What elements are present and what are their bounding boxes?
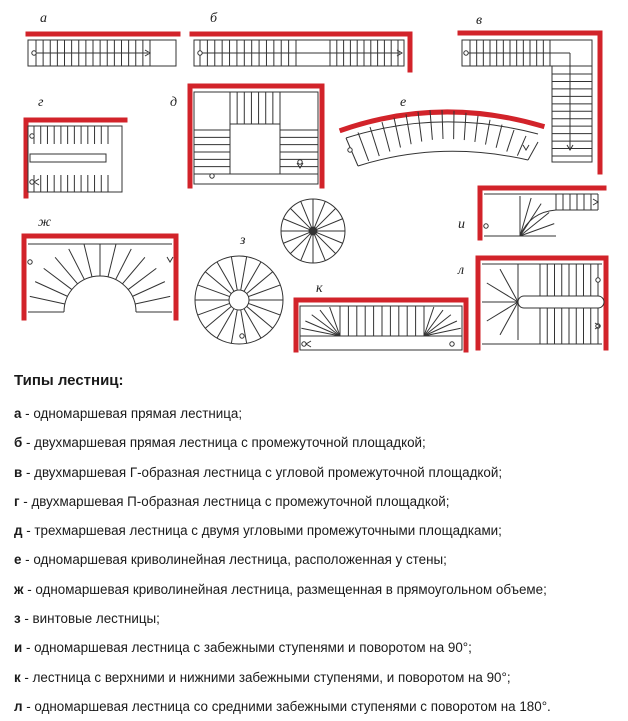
legend-item-key: е xyxy=(14,552,21,567)
start-dot xyxy=(198,51,202,55)
stair-line xyxy=(464,113,466,140)
label-zh: ж xyxy=(38,215,51,230)
label-l: л xyxy=(457,263,464,278)
label-a: а xyxy=(40,11,47,26)
stair-line xyxy=(520,212,549,236)
legend-item-text: - двухмаршевая П-образная лестница с промежуточной площадкой; xyxy=(20,494,450,509)
legend-item-key: а xyxy=(14,406,21,421)
legend-item-text: - трехмаршевая лестница с двумя угловыми промежуточными площадками; xyxy=(23,523,502,538)
start-dot xyxy=(298,160,302,164)
stair-line xyxy=(507,130,514,152)
label-v: в xyxy=(476,13,482,28)
arrow xyxy=(523,145,529,150)
stair-line xyxy=(358,132,369,161)
stair-line xyxy=(370,127,379,156)
legend-item-text: - одномаршевая криволинейная лестница, размещенная в прямоугольном объеме; xyxy=(24,582,547,597)
start-dot xyxy=(210,174,214,178)
stair-path xyxy=(484,210,598,236)
stair-line xyxy=(406,114,411,144)
stair-line xyxy=(247,306,273,328)
label-z: з xyxy=(239,233,246,248)
legend-item xyxy=(14,545,624,574)
arrow xyxy=(593,199,598,205)
legend-item-key: д xyxy=(14,523,23,538)
stair-outline xyxy=(300,306,462,350)
legend-item xyxy=(14,575,624,604)
stair-line xyxy=(205,306,231,328)
stair-line xyxy=(116,249,132,280)
start-dot xyxy=(240,334,244,338)
legend-item xyxy=(14,428,624,457)
stair-line xyxy=(205,272,231,294)
stair-line xyxy=(69,249,85,280)
stair-line xyxy=(486,120,491,145)
start-dot xyxy=(450,342,454,346)
legend-item-text: - двухмаршевая Г-образная лестница с угловой промежуточной площадкой; xyxy=(22,465,502,480)
stair-line xyxy=(244,309,261,338)
arrow xyxy=(306,341,311,347)
legend-item-key: г xyxy=(14,494,20,509)
legend xyxy=(14,372,624,721)
legend-item-key: к xyxy=(14,670,21,685)
stair-line xyxy=(30,296,65,304)
arrow xyxy=(34,179,39,185)
stair-line xyxy=(231,257,237,290)
legend-items xyxy=(14,399,624,721)
stair-line xyxy=(231,310,237,343)
start-dot xyxy=(464,51,468,55)
stair-path xyxy=(64,276,136,312)
legend-item-text: - одномаршевая лестница с забежными ступенями и поворотом на 90°; xyxy=(22,640,472,655)
stair-line xyxy=(346,138,358,166)
stair-line xyxy=(496,125,502,148)
stair-line xyxy=(520,224,554,236)
start-dot xyxy=(484,224,488,228)
legend-item xyxy=(14,633,624,662)
label-b: б xyxy=(210,11,218,26)
label-k: к xyxy=(316,281,323,296)
spiral-core xyxy=(309,227,317,235)
stair-well xyxy=(30,154,106,162)
legend-item xyxy=(14,458,624,487)
legend-item-text: - двухмаршевая прямая лестница с промежуточной площадкой; xyxy=(22,435,425,450)
stair-outline xyxy=(194,92,318,184)
stair-well xyxy=(518,296,604,308)
start-dot xyxy=(32,51,36,55)
stair-line xyxy=(198,303,230,315)
stair-line xyxy=(247,272,273,294)
wall xyxy=(296,300,466,350)
stair-line xyxy=(248,303,280,315)
stair-line xyxy=(135,296,170,304)
legend-item xyxy=(14,399,624,428)
staircase-types-diagram xyxy=(0,0,628,360)
legend-item-key: л xyxy=(14,699,23,714)
legend-item-key: в xyxy=(14,465,22,480)
stair-line xyxy=(198,285,230,297)
legend-item-text: - винтовые лестницы; xyxy=(21,611,160,626)
stair-line xyxy=(35,282,67,297)
legend-item-text: - одномаршевая криволинейная лестница, расположенная у стены; xyxy=(21,552,446,567)
label-e: е xyxy=(400,95,406,110)
legend-item-key: б xyxy=(14,435,22,450)
stair-well xyxy=(230,124,280,174)
stair-line xyxy=(520,198,531,236)
start-dot xyxy=(30,134,34,138)
label-i: и xyxy=(458,217,465,232)
stair-line xyxy=(528,142,538,160)
legend-item-key: ж xyxy=(14,582,24,597)
legend-title: Типы лестниц: xyxy=(14,372,624,389)
stair-line xyxy=(108,244,116,277)
stair-line xyxy=(520,204,541,236)
legend-item-text: - лестница с верхними и нижними забежными ступенями, и поворотом на 90°; xyxy=(21,670,511,685)
wall xyxy=(190,86,322,186)
stair-line xyxy=(84,244,92,277)
stair-line xyxy=(475,116,478,142)
legend-item-text: - одномаршевая лестница со средними забежными ступенями с поворотом на 180°. xyxy=(23,699,551,714)
stair-line xyxy=(394,118,401,148)
arrow xyxy=(167,257,173,262)
spiral-core xyxy=(229,290,249,310)
legend-item xyxy=(14,692,624,721)
start-dot xyxy=(596,278,600,282)
stair-path xyxy=(358,151,528,166)
stair-line xyxy=(382,122,390,151)
legend-item xyxy=(14,516,624,545)
stair-line xyxy=(217,262,234,291)
stair-line xyxy=(132,282,164,297)
stair-line xyxy=(248,285,280,297)
legend-item xyxy=(14,604,624,633)
start-dot xyxy=(348,148,352,152)
label-d: д xyxy=(170,95,177,110)
stair-line xyxy=(517,136,526,156)
legend-item-key: и xyxy=(14,640,22,655)
stair-line xyxy=(241,257,247,290)
stair-line xyxy=(217,309,234,338)
stair-line xyxy=(418,112,422,142)
legend-item xyxy=(14,487,624,516)
label-g: г xyxy=(38,95,44,110)
start-dot xyxy=(28,260,32,264)
legend-item-text: - одномаршевая прямая лестница; xyxy=(21,406,242,421)
legend-item-key: з xyxy=(14,611,21,626)
stair-line xyxy=(244,262,261,291)
legend-item xyxy=(14,663,624,692)
